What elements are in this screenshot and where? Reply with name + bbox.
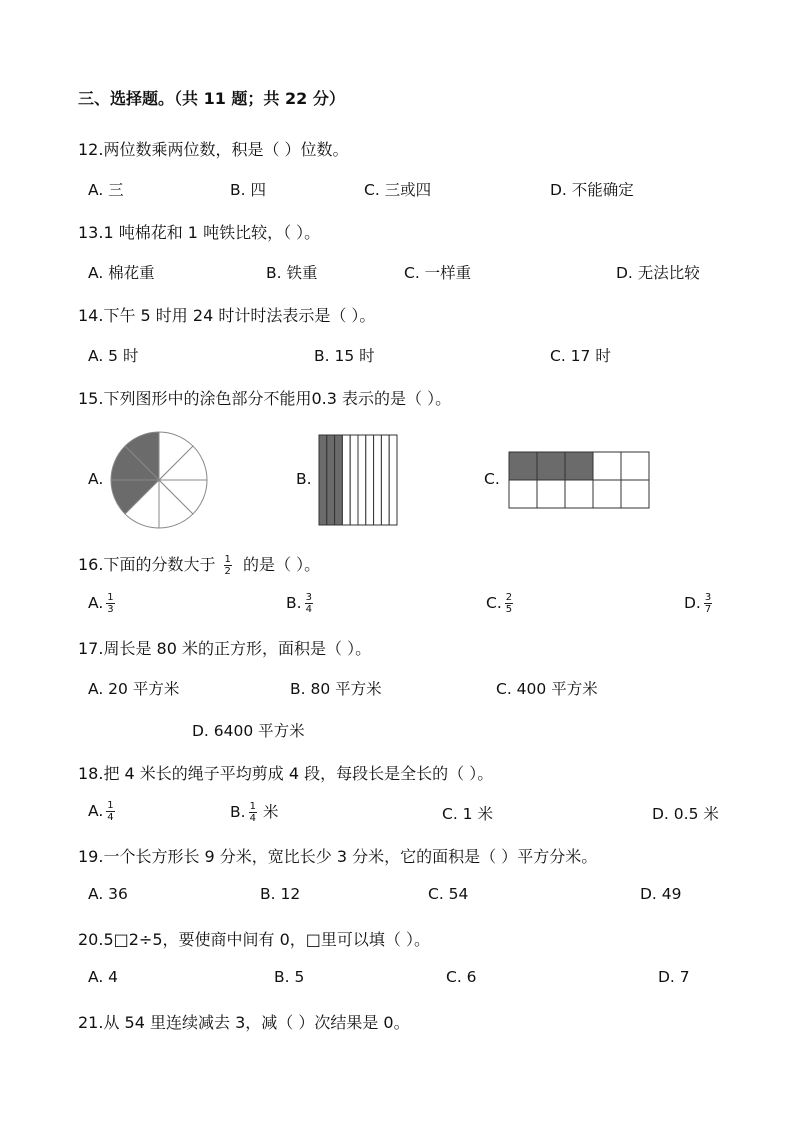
strip: [342, 435, 350, 525]
q14-option-a[interactable]: A. 5 时: [88, 347, 139, 365]
question-18-stem: 18.把 4 米长的绳子平均剪成 4 段，每段长是全长的（ ）。: [78, 764, 494, 783]
strip-shaded: [327, 435, 335, 525]
question-17-stem: 17.周长是 80 米的正方形，面积是（ ）。: [78, 639, 372, 658]
strip: [366, 435, 374, 525]
q15-figure-c-grid: [508, 451, 650, 509]
section-title: 三、选择题。（共 11 题；共 22 分）: [78, 89, 345, 108]
q17-option-b[interactable]: B. 80 平方米: [290, 680, 382, 698]
q14-option-b[interactable]: B. 15 时: [314, 347, 375, 365]
q13-option-d[interactable]: D. 无法比较: [616, 264, 700, 282]
q18-option-b[interactable]: B. $\frac{1}{4}$ 米: [230, 801, 279, 824]
q20-option-d[interactable]: D. 7: [658, 968, 690, 986]
q13-option-c[interactable]: C. 一样重: [404, 264, 472, 282]
question-21-stem: 21.从 54 里连续减去 3，减（ ）次结果是 0。: [78, 1013, 410, 1032]
q20-option-c[interactable]: C. 6: [446, 968, 477, 986]
grid-cell: [565, 480, 593, 508]
grid-cell: [621, 452, 649, 480]
q15-label-b[interactable]: B.: [296, 470, 312, 488]
q15-figure-a-pie: [108, 430, 210, 530]
q18-option-a[interactable]: A. $\frac{1}{4}$: [88, 800, 114, 823]
question-16-stem: [78, 552, 320, 577]
q15-label-a[interactable]: A.: [88, 470, 104, 488]
strip: [389, 435, 397, 525]
grid-cell: [509, 480, 537, 508]
q20-option-b[interactable]: B. 5: [274, 968, 305, 986]
strip: [374, 435, 382, 525]
q17-option-a[interactable]: A. 20 平方米: [88, 680, 180, 698]
q17-option-c[interactable]: C. 400 平方米: [496, 680, 598, 698]
q20-option-a[interactable]: A. 4: [88, 968, 119, 986]
q16-stem-post: 的是（ ）。: [243, 555, 321, 574]
grid-cell: [593, 452, 621, 480]
q15-figure-b-strips: [318, 434, 398, 526]
strip-shaded: [319, 435, 327, 525]
grid-cell: [537, 480, 565, 508]
q18-option-d[interactable]: D. 0.5 米: [652, 805, 719, 823]
question-14-stem: 14.下午 5 时用 24 时计时法表示是（ ）。: [78, 306, 376, 325]
q19-option-c[interactable]: C. 54: [428, 885, 469, 903]
question-12-stem: 12.两位数乘两位数，积是（ ）位数。: [78, 140, 349, 159]
q12-option-d[interactable]: D. 不能确定: [550, 181, 634, 199]
q16-option-d[interactable]: D. $\frac{3}{7}$: [684, 592, 712, 615]
grid-cell-shaded: [537, 452, 565, 480]
question-20-stem: 20.5□2÷5，要使商中间有 0，□里可以填（ ）。: [78, 930, 430, 949]
q16-option-a[interactable]: A. $\frac{1}{3}$: [88, 592, 114, 615]
question-15-stem: 15.下列图形中的涂色部分不能用0.3 表示的是（ ）。: [78, 389, 452, 408]
q16-option-b[interactable]: B. $\frac{3}{4}$: [286, 592, 312, 615]
question-19-stem: 19.一个长方形长 9 分米，宽比长少 3 分米，它的面积是（ ）平方分米。: [78, 847, 598, 866]
grid-cell: [593, 480, 621, 508]
q19-option-a[interactable]: A. 36: [88, 885, 128, 903]
q19-option-d[interactable]: D. 49: [640, 885, 682, 903]
q12-option-c[interactable]: C. 三或四: [364, 181, 432, 199]
q14-option-c[interactable]: C. 17 时: [550, 347, 611, 365]
q16-stem-pre: 16.下面的分数大于: [78, 555, 216, 574]
q12-option-b[interactable]: B. 四: [230, 181, 266, 199]
q13-option-a[interactable]: A. 棉花重: [88, 264, 155, 282]
grid-cell-shaded: [509, 452, 537, 480]
grid-cell-shaded: [565, 452, 593, 480]
q18-option-c[interactable]: C. 1 米: [442, 805, 493, 823]
strip: [381, 435, 389, 525]
q12-option-a[interactable]: A. 三: [88, 181, 124, 199]
strip: [358, 435, 366, 525]
grid-cell: [621, 480, 649, 508]
strip-shaded: [335, 435, 343, 525]
q13-option-b[interactable]: B. 铁重: [266, 264, 318, 282]
q15-label-c[interactable]: C.: [484, 470, 500, 488]
question-13-stem: 13.1 吨棉花和 1 吨铁比较，（ ）。: [78, 223, 321, 242]
q17-option-d[interactable]: D. 6400 平方米: [192, 722, 305, 740]
q16-option-c[interactable]: C. $\frac{2}{5}$: [486, 592, 513, 615]
strip: [350, 435, 358, 525]
q19-option-b[interactable]: B. 12: [260, 885, 301, 903]
q16-stem-fraction: $\frac{1}{2}$: [224, 554, 231, 577]
